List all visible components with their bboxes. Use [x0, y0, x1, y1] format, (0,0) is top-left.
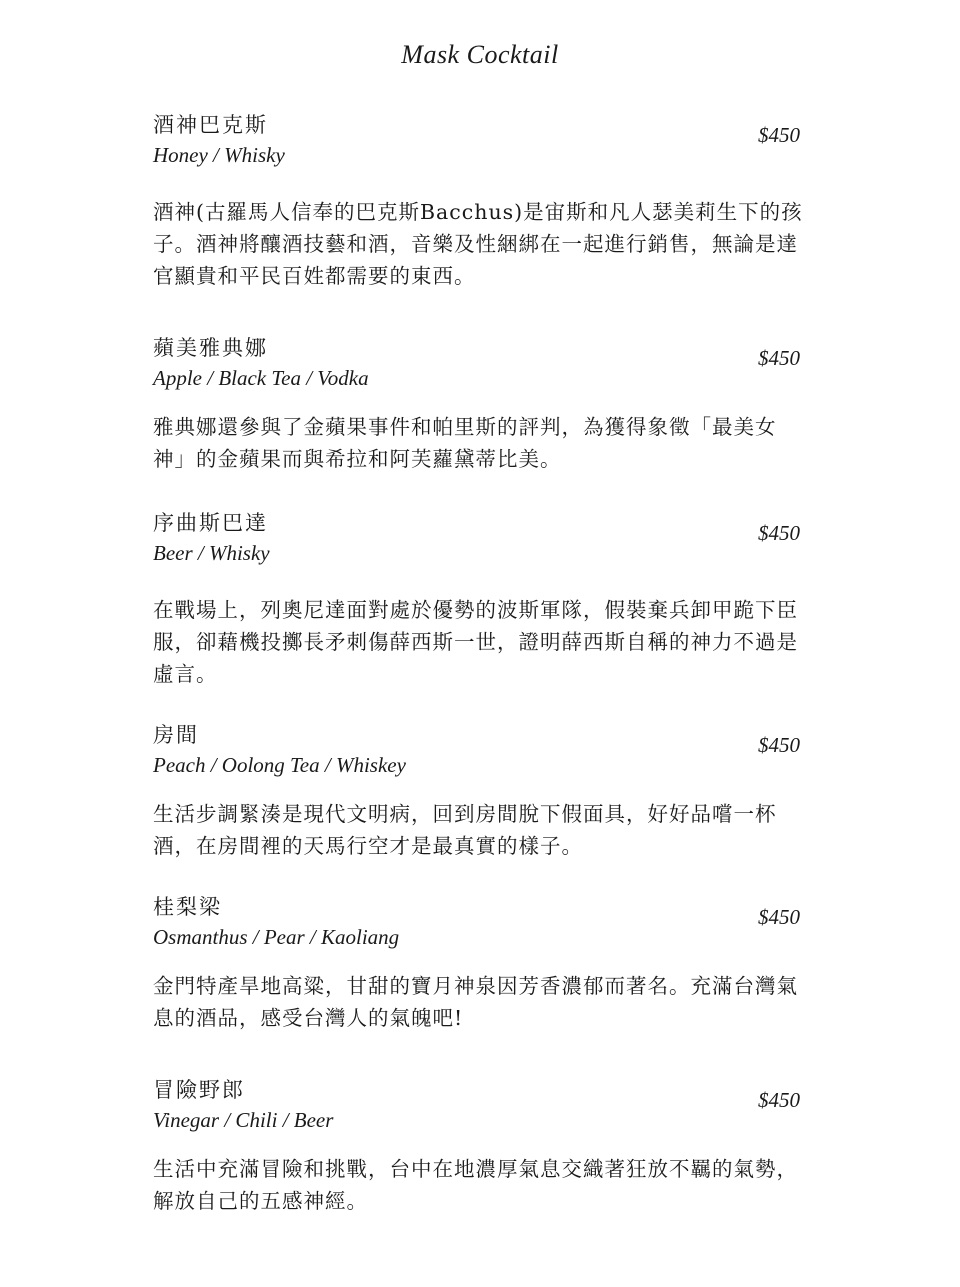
item-name: 桂梨梁	[153, 895, 222, 919]
item-name: 房間	[153, 723, 199, 747]
item-price: $450	[758, 1088, 800, 1112]
item-ingredients: Apple / Black Tea / Vodka	[153, 366, 369, 390]
item-description: 生活中充滿冒險和挑戰，台中在地濃厚氣息交織著狂放不羈的氣勢，解放自己的五感神經。	[153, 1157, 798, 1213]
item-description: 金門特產旱地高粱，甘甜的寶月神泉因芳香濃郁而著名。充滿台灣氣息的酒品，感受台灣人的氣魄吧!	[153, 974, 798, 1030]
menu-item-room	[153, 720, 808, 862]
item-name: 蘋美雅典娜	[153, 336, 268, 360]
menu-item-sparta	[153, 508, 808, 690]
item-price: $450	[758, 123, 800, 147]
item-description: 酒神(古羅馬人信奉的巴克斯Bacchus)是宙斯和凡人瑟美莉生下的孩子。酒神將釀酒技藝和酒，音樂及性綑綁在一起進行銷售，無論是達官顯貴和平民百姓都需要的東西。	[153, 200, 803, 288]
menu-item-adventurer	[153, 1075, 808, 1217]
item-price: $450	[758, 521, 800, 545]
item-ingredients: Beer / Whisky	[153, 541, 270, 565]
menu-title: Mask Cocktail	[401, 40, 559, 69]
item-ingredients: Vinegar / Chili / Beer	[153, 1108, 334, 1132]
item-name: 序曲斯巴達	[153, 511, 268, 535]
item-description: 雅典娜還參與了金蘋果事件和帕里斯的評判，為獲得象徵「最美女神」的金蘋果而與希拉和阿芙蘿黛蒂比美。	[153, 415, 777, 471]
item-price: $450	[758, 733, 800, 757]
item-description: 在戰場上，列奧尼達面對處於優勢的波斯軍隊，假裝棄兵卸甲跪下臣服，卻藉機投擲長矛刺傷薛西斯一世，證明薛西斯自稱的神力不過是虛言。	[153, 598, 798, 686]
item-ingredients: Peach / Oolong Tea / Whiskey	[153, 753, 406, 777]
item-name: 冒險野郎	[153, 1078, 245, 1102]
item-price: $450	[758, 905, 800, 929]
item-name: 酒神巴克斯	[153, 113, 268, 137]
item-description: 生活步調緊湊是現代文明病，回到房間脫下假面具，好好品嚐一杯酒，在房間裡的天馬行空才是最真實的樣子。	[153, 802, 777, 858]
menu-item-osmanthus-pear-kaoliang	[153, 892, 808, 1034]
menu-item-bacchus	[153, 110, 808, 292]
item-ingredients: Honey / Whisky	[153, 143, 285, 167]
item-price: $450	[758, 346, 800, 370]
menu-item-athena	[153, 333, 808, 475]
item-ingredients: Osmanthus / Pear / Kaoliang	[153, 925, 400, 949]
